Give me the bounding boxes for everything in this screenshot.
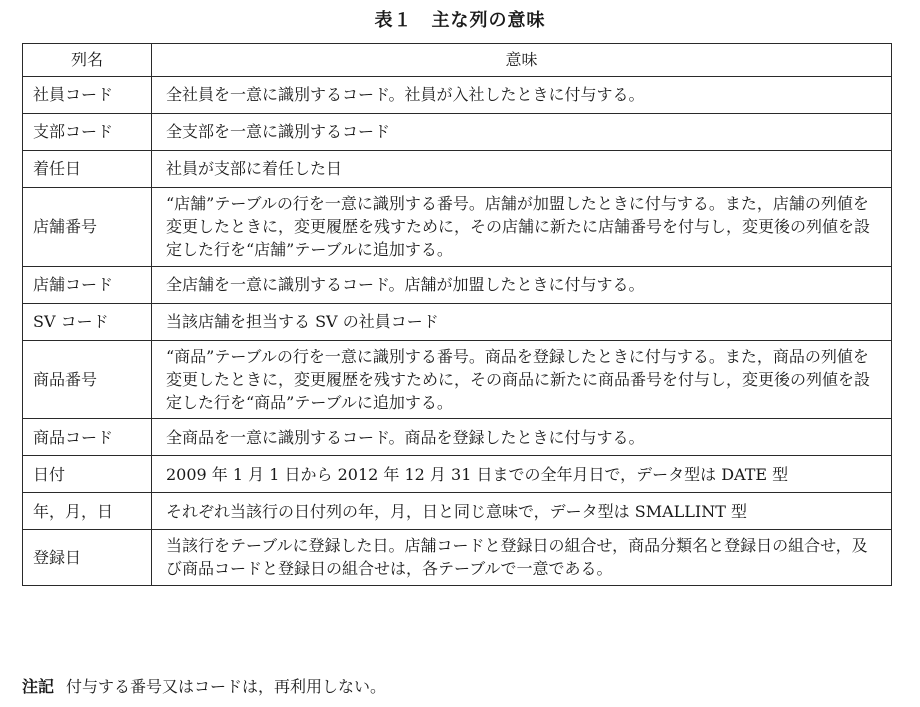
row-column-name: SV コード	[23, 303, 152, 340]
row-column-name: 支部コード	[23, 114, 152, 151]
table-row	[23, 419, 892, 456]
row-meaning: 社員が支部に着任した日	[152, 151, 892, 188]
table-row	[23, 303, 892, 340]
table-row	[23, 151, 892, 188]
row-meaning: 2009 年 1 月 1 日から 2012 年 12 月 31 日までの全年月日で，データ型は DATE 型	[152, 456, 892, 493]
row-meaning: それぞれ当該行の日付列の年，月，日と同じ意味で，データ型は SMALLINT 型	[152, 493, 892, 530]
note-text: 付与する番号又はコードは，再利用しない。	[66, 677, 387, 696]
row-column-name: 日付	[23, 456, 152, 493]
row-meaning: 当該店舗を担当する SV の社員コード	[152, 303, 892, 340]
note-label: 注記	[22, 677, 55, 696]
table-header-row	[23, 44, 892, 77]
row-meaning: 全店舗を一意に識別するコード。店舗が加盟したときに付与する。	[152, 266, 892, 303]
row-meaning: 全社員を一意に識別するコード。社員が入社したときに付与する。	[152, 77, 892, 114]
table-row	[23, 340, 892, 419]
header-meaning: 意味	[152, 44, 892, 77]
table-row	[23, 493, 892, 530]
table-row	[23, 530, 892, 585]
row-meaning: “商品”テーブルの行を一意に識別する番号。商品を登録したときに付与する。また，商品の列値を変更したときに，変更履歴を残すために，その商品に新たに商品番号を付与し，変更後の列値を設定した行を“商品”テーブルに追加する。	[152, 340, 892, 419]
table-title: 表１ 主な列の意味	[374, 10, 546, 31]
row-column-name: 店舗番号	[23, 188, 152, 267]
column-meaning-table	[22, 43, 892, 586]
row-column-name: 商品コード	[23, 419, 152, 456]
row-column-name: 社員コード	[23, 77, 152, 114]
row-column-name: 商品番号	[23, 340, 152, 419]
row-column-name: 年，月，日	[23, 493, 152, 530]
row-column-name: 着任日	[23, 151, 152, 188]
table-row	[23, 77, 892, 114]
row-meaning: 全商品を一意に識別するコード。商品を登録したときに付与する。	[152, 419, 892, 456]
table-row	[23, 456, 892, 493]
row-meaning: 全支部を一意に識別するコード	[152, 114, 892, 151]
table-row	[23, 114, 892, 151]
row-column-name: 登録日	[23, 530, 152, 585]
header-column-name: 列名	[23, 44, 152, 77]
table-row	[23, 266, 892, 303]
row-column-name: 店舗コード	[23, 266, 152, 303]
table-row	[23, 188, 892, 267]
row-meaning: “店舗”テーブルの行を一意に識別する番号。店舗が加盟したときに付与する。また，店舗の列値を変更したときに，変更履歴を残すために，その店舗に新たに店舗番号を付与し，変更後の列値を設定した行を“店舗”テーブルに追加する。	[152, 188, 892, 267]
table-note	[22, 674, 386, 697]
row-meaning: 当該行をテーブルに登録した日。店舗コードと登録日の組合せ，商品分類名と登録日の組合せ，及び商品コードと登録日の組合せは，各テーブルで一意である。	[152, 530, 892, 585]
